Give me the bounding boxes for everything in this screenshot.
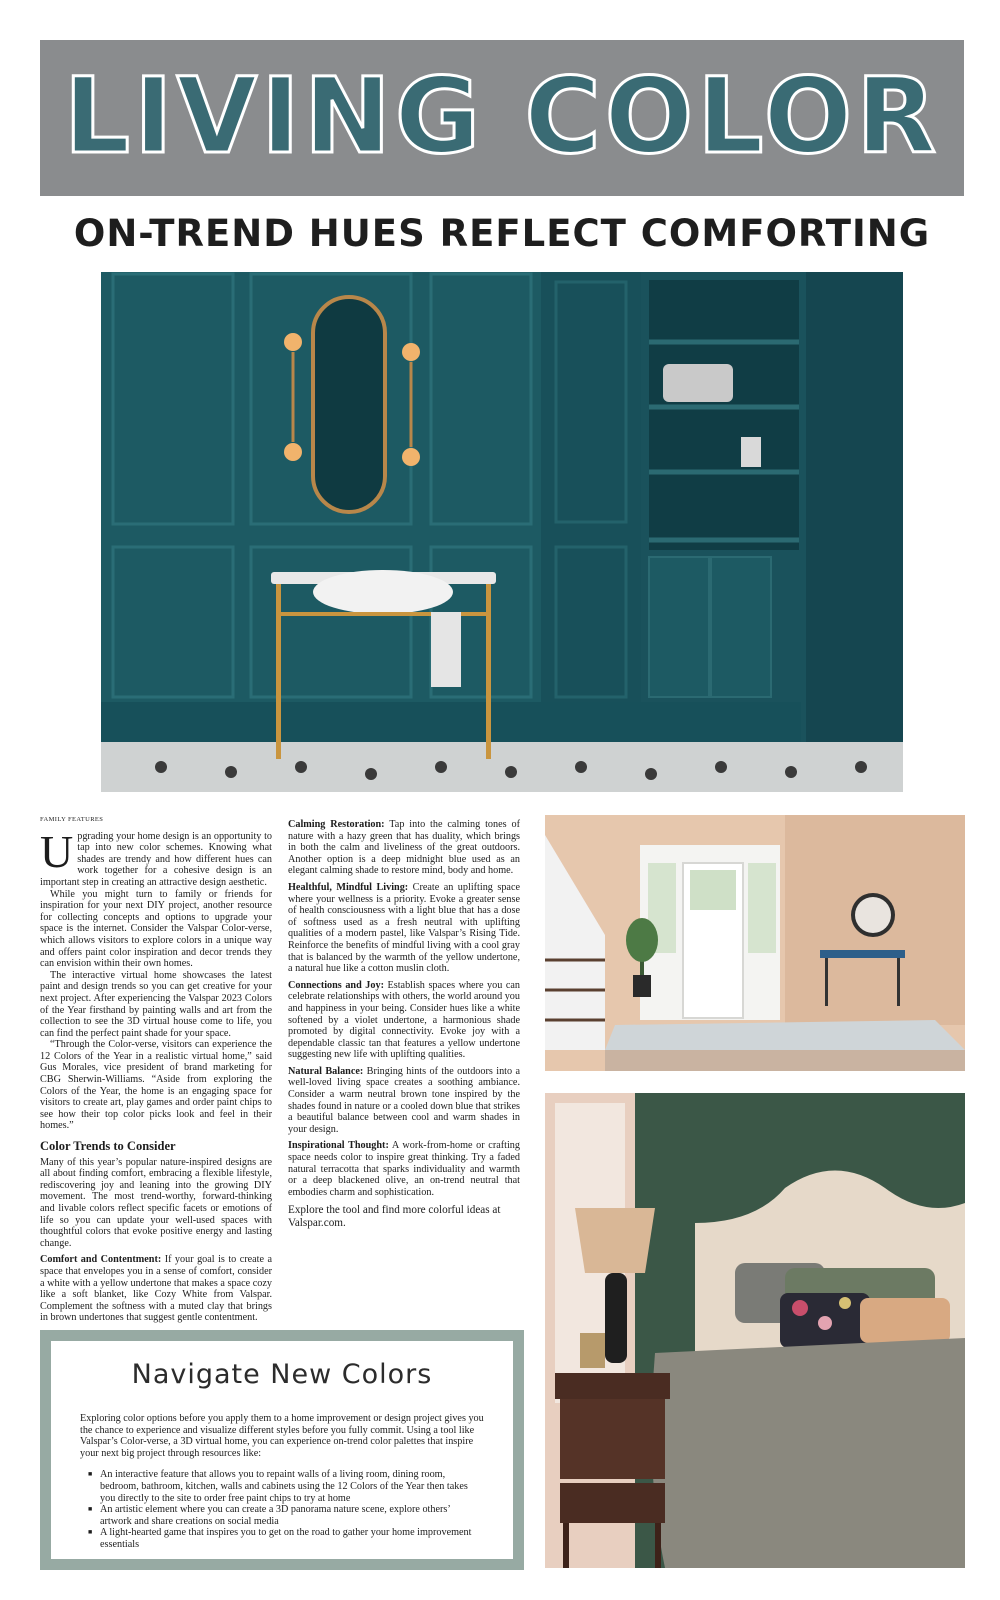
article-paragraph: [288, 1140, 520, 1198]
paragraph-text: Bringing hints of the outdoors into a well-loved living space creates a soothing ambiance. Consider a warm neutral brown tone inspired by the shades found in nature or a cooled down blue that strikes a beautiful balance between cool and warm shades in your design.: [288, 1065, 520, 1135]
article-paragraph: [288, 882, 520, 975]
subhead-connections: Connections and Joy:: [288, 979, 384, 991]
sidebar-inner: [51, 1341, 513, 1559]
subhead-comfort: Comfort and Contentment:: [40, 1254, 162, 1266]
bullet-item: ■ An artistic element where you can create a 3D panorama nature scene, explore others’ artwork and share creations on social media: [80, 1504, 484, 1527]
article-paragraph: “Through the Color-verse, visitors can experience the 12 Colors of the Year in a realistic virtual home,” said Gus Morales, vice president of brand marketing for CBG Sherwin-Williams. “Aside from exploring the Colors of the Year, the home is an engaging space for visitors to create art, play games and order paint chips to see how their top color picks look and feel in their homes.”: [40, 1039, 272, 1132]
sidebar-body: [80, 1413, 484, 1551]
subhead-calming: Calming Restoration:: [288, 819, 385, 830]
masthead-banner: [40, 40, 964, 196]
sidebar-intro: Exploring color options before you apply them to a home improvement or design project gives you the chance to experience and visualize different styles before you fully commit. Using a tool like Valspar’s Color-verse, a 3D virtual home, you can experience on-trend color palettes that inspire your next big project through resources like:: [80, 1413, 484, 1459]
bullet-item: ■ A light-hearted game that inspires you to get on the road to gather your home improvement essentials: [80, 1527, 484, 1550]
masthead-title: LIVING COLOR: [63, 55, 941, 177]
subhead-inspirational: Inspirational Thought:: [288, 1140, 389, 1152]
bedroom-photo: [545, 1093, 965, 1568]
article-paragraph: [40, 825, 272, 889]
hero-photo-teal-bathroom: [101, 272, 903, 792]
paragraph-text: If your goal is to create a space that envelopes you in a sense of comfort, consider a white with a yellow undertone that makes a space cozy like a soft blanket, like Cozy White from Valspar. Complement the softness with a muted clay that brings in brown undertones that suggest gentle contentment.: [40, 1254, 272, 1324]
headline-subtitle: ON-TREND HUES REFLECT COMFORTING: [73, 212, 931, 255]
bullet-item: ■ An interactive feature that allows you to repaint walls of a living room, dining room, bedroom, bathroom, kitchen, walls and cabinets using the 12 Colors of the Year then takes you directly to the site to order free paint chips to try at home: [80, 1469, 484, 1504]
article-paragraph: The interactive virtual home showcases the latest paint and design trends so you can get creative for your next project. After experiencing the Valspar 2023 Colors of the Year firsthand by painting walls and art from the collection to see the 3D virtual house come to life, you can find the perfect paint shade for your space.: [40, 969, 272, 1039]
subhead-healthful: Healthful, Mindful Living:: [288, 881, 409, 893]
sidebar-box: [40, 1330, 524, 1570]
article-kicker: FAMILY FEATURES: [40, 816, 104, 823]
article-paragraph: [288, 980, 520, 1061]
article-column-2: [288, 814, 520, 1230]
subhead-natural: Natural Balance:: [288, 1065, 364, 1077]
article-paragraph: [40, 1254, 272, 1324]
paragraph-text: pgrading your home design is an opportunity to tap into new color schemes. Knowing what shades are trendy and how different hues can work together for a cohesive design is an important step in creating an attractive design aesthetic.: [40, 830, 272, 888]
sidebar-bullet-list: [80, 1469, 484, 1550]
explore-line: Explore the tool and find more colorful ideas at Valspar.com.: [288, 1204, 501, 1229]
paragraph-text: Tap into the calming tones of nature with a hazy green that has duality, which brings in both the calm and liveliness of the great outdoors. Another option is a deep midnight blue used as an elegant calming shade to restore mind, body and home.: [288, 819, 520, 877]
section-heading: Color Trends to Consider: [40, 1139, 176, 1154]
paragraph-text: Establish spaces where you can celebrate relationships with others, the world around you and happiness in your being. Consider hues like a white softened by a violet undertone, a harmonious shade promoted by digital connectivity. Evoke joy with a dependable classic tan that features a yellow undertone suggesting new life with uplifting qualities.: [288, 979, 520, 1061]
paragraph-text: A work-from-home or crafting space needs color to inspire great thinking. Try a faded natural terracotta that sparks individuality and warmth or a deep blackened olive, an on-trend neutral that embodies charm and sophistication.: [288, 1140, 520, 1198]
paragraph-text: Create an uplifting space where your wellness is a priority. Evoke a greater sense of health consciousness with a light blue that has a dose of softness used as a fresh neutral with uplifting qualities of a modern pastel, like Valspar’s Rising Tide. Reinforce the benefits of mindful living with a cool gray that is balanced by the warmth of the yellow undertone, a natural hue like a cotton muslin cloth.: [288, 881, 520, 975]
article-column-1: [40, 814, 272, 1324]
entryway-photo: [545, 815, 965, 1071]
drop-cap: U: [40, 825, 74, 877]
sidebar-title: Navigate New Colors: [131, 1359, 433, 1390]
article-paragraph: [288, 819, 520, 877]
article-paragraph: While you might turn to family or friends for inspiration for your next DIY project, another resource for collecting concepts and options to upgrade your space is the internet. Consider the Valspar Color-verse, which allows visitors to explore colors in a unique way and offers paint color inspiration and decor trends they can envision within their own homes.: [40, 888, 272, 970]
article-paragraph: Many of this year’s popular nature-inspired designs are all about finding comfort, embracing a flexible lifestyle, rediscovering joy and leaning into the growing DIY movement. The most trend-worthy, forward-thinking and livable colors reflect specific facets or emotions of life so you can update your well-used spaces with thoughtful colors that evoke positive energy and lasting change.: [40, 1156, 272, 1249]
article-paragraph: [288, 1066, 520, 1136]
